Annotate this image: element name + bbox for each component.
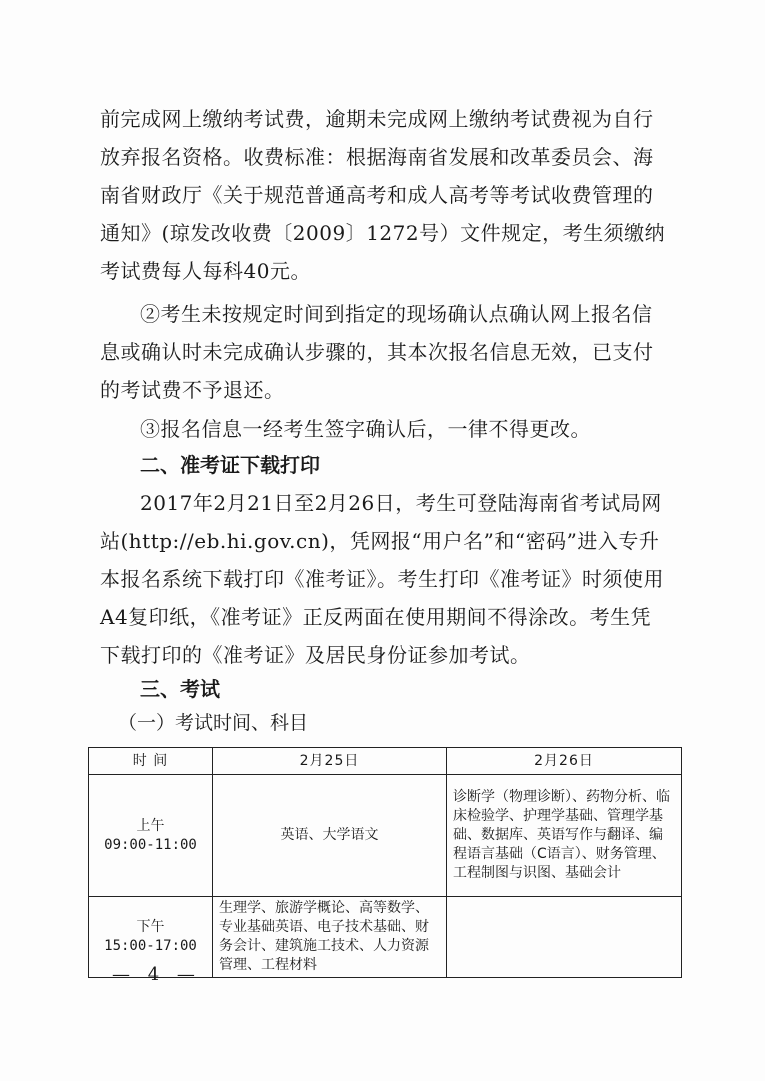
header-time: 时 间 [89, 748, 213, 775]
cell-morning-feb26: 诊断学（物理诊断）、药物分析、临床检验学、护理学基础、管理学基础、数据库、英语写作与翻译、编程语言基础（C语言）、财务管理、工程制图与识图、基础会计 [447, 775, 682, 897]
cell-afternoon-feb26 [447, 897, 682, 978]
morning-time: 09:00-11:00 [104, 836, 197, 853]
table-row-morning [89, 775, 682, 897]
paragraph-no-change: ③报名信息一经考生签字确认后，一律不得更改。 [140, 417, 591, 441]
paragraph-confirm: ②考生未按规定时间到指定的现场确认点确认网上报名信息或确认时未完成确认步骤的，其本次报名信息无效，已支付的考试费不予退还。 [100, 302, 654, 402]
cell-morning-feb25: 英语、大学语文 [213, 775, 447, 897]
paragraph-fee: 前完成网上缴纳考试费，逾期未完成网上缴纳考试费视为自行放弃报名资格。收费标准：根据海南省发展和改革委员会、海南省财政厅《关于规范普通高考和成人高考等考试收费管理的通知》(琼发改收费〔2009〕1272号）文件规定，考生须缴纳考试费每人每科40元。 [100, 107, 666, 283]
section-heading-admission-ticket: 二、准考证下载打印 [140, 453, 320, 477]
exam-schedule-table [88, 747, 682, 978]
header-feb26: 2月26日 [447, 748, 682, 775]
header-feb25: 2月25日 [213, 748, 447, 775]
cell-morning-time [89, 775, 213, 897]
paragraph-admission-ticket: 2017年2月21日至2月26日，考生可登陆海南省考试局网站(http://eb.hi.gov.cn)，凭网报“用户名”和“密码”进入专升本报名系统下载打印《准考证》。考生打印《准考证》时须使用A4复印纸，《准考证》正反两面在使用期间不得涂改。考生凭下载打印的《准考证》及居民身份证参加考试。 [100, 491, 664, 667]
section-heading-exam: 三、考试 [140, 677, 220, 701]
page-number: — 4 — [112, 964, 201, 985]
table-header-row [89, 748, 682, 775]
subheading-exam-schedule: （一）考试时间、科目 [118, 712, 309, 734]
cell-afternoon-feb25: 生理学、旅游学概论、高等数学、专业基础英语、电子技术基础、财务会计、建筑施工技术、人力资源管理、工程材料 [213, 897, 447, 978]
morning-label: 上午 [136, 817, 165, 834]
afternoon-label: 下午 [136, 919, 165, 935]
afternoon-time: 15:00-17:00 [104, 938, 197, 954]
